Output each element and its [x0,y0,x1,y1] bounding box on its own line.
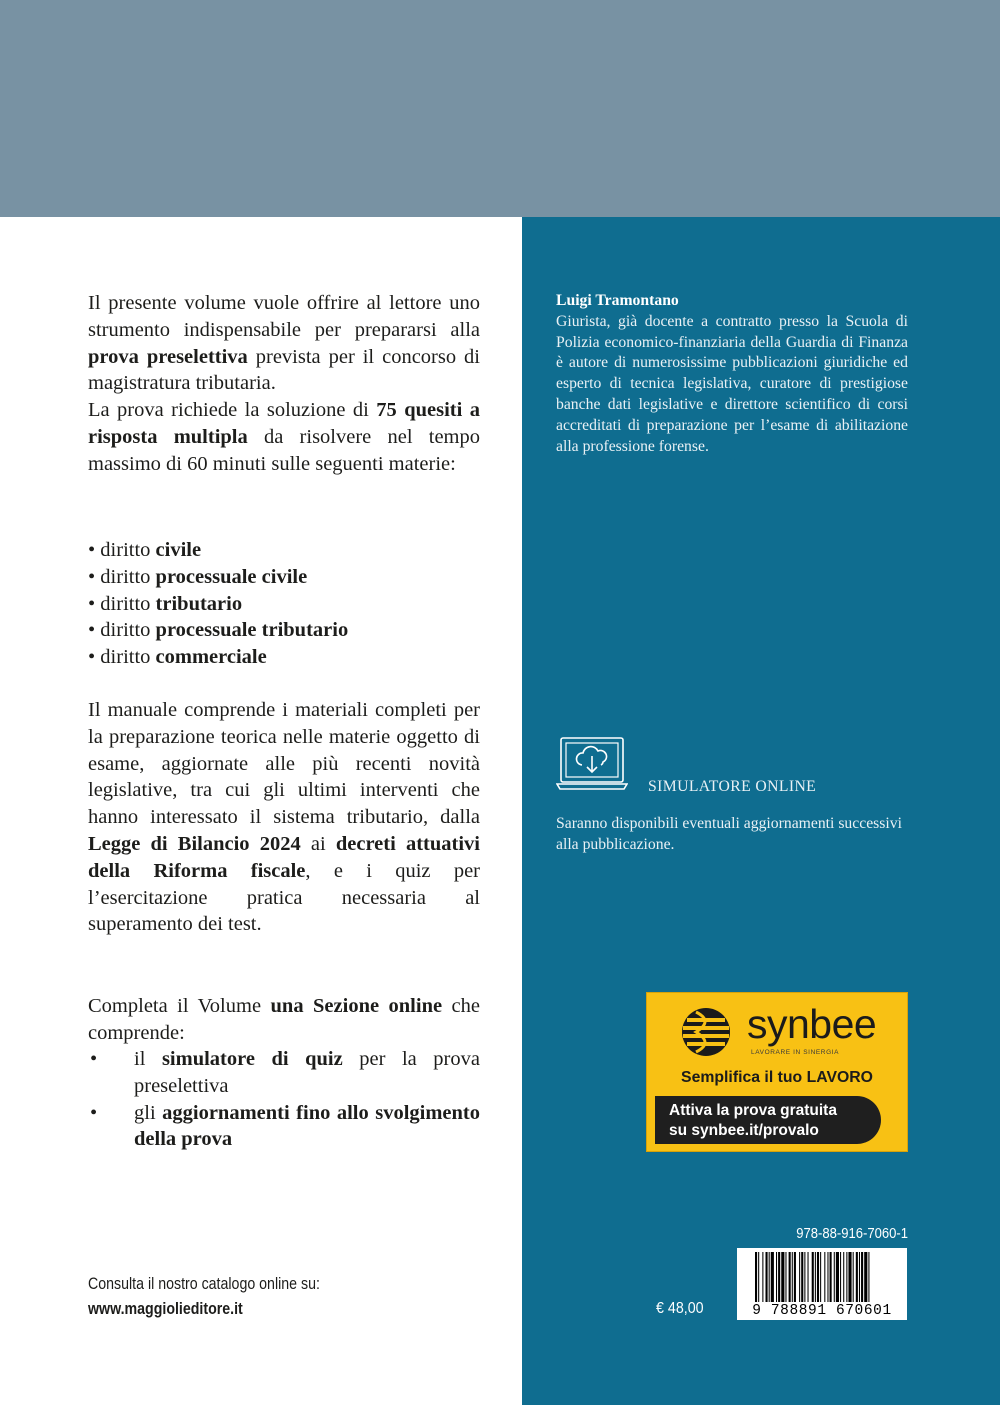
barcode-bar [808,1252,809,1302]
barcode-bar [820,1252,821,1302]
barcode-bar [801,1252,803,1302]
synbee-logo-icon [681,1007,731,1057]
author-bio [556,291,908,457]
subject-item: • diritto commerciale [88,646,267,669]
barcode-bar [766,1252,768,1302]
barcode-bar [836,1252,839,1302]
intro-paragraph-2: La prova richiede la soluzione di 75 quesiti a risposta multipla da risolvere nel tempo massimo di 60 minuti sulle seguenti materie: [88,399,480,475]
barcode-bar [868,1252,869,1302]
barcode-bar [755,1252,757,1302]
barcode-bar [799,1252,800,1302]
isbn: 978-88-916-7060-1 [796,1226,908,1242]
barcode-bar [846,1252,847,1302]
intro-paragraph-1: Il presente volume vuole offrire al lettore uno strumento indispensabile per prepararsi alla prova preselettiva prevista per il concorso di magistratura tributaria. [88,292,480,395]
barcode-bar [817,1252,819,1302]
barcode-bar [778,1252,780,1302]
online-item-simulator: • il simulatore di quiz per la prova preselettiva [90,1048,480,1097]
barcode-bar [815,1252,816,1302]
barcode-bars [737,1248,907,1304]
online-item-updates: • gli aggiornamenti fino allo svolgimento della prova [90,1101,480,1151]
online-section-list [88,1046,480,1153]
barcode-bar [785,1252,786,1302]
top-color-band [0,0,1000,217]
synbee-cta-line2: su synbee.it/provalo [669,1122,819,1139]
barcode-digits: 9 788891 670601 [752,1303,892,1319]
author-bio-text: Giurista, già docente a contratto presso la Scuola di Polizia economico-finanziaria della Guardia di Finanza è autore di numerosissime pubblicazioni giuridiche ed esperto di tecnica legislativa, curatore di prestigiose banche dati legislative e direttore scientifico di corsi accreditati di preparazione per l’esame di abilitazione alla professione forense. [556,312,908,455]
barcode-bar [861,1252,863,1302]
subject-item: • diritto processuale civile [88,565,308,588]
subject-item: • diritto civile [88,539,202,561]
barcode-bar [762,1252,763,1302]
barcode-bar [781,1252,784,1302]
simulator-text: Saranno disponibili eventuali aggiornamenti successivi alla pubblicazione. [556,815,902,853]
barcode-bar [848,1252,851,1302]
barcode-bar [771,1252,774,1302]
barcode-bar [843,1252,844,1302]
subject-item: • diritto tributario [88,592,243,615]
barcode-bar [834,1252,835,1302]
barcode-bar [789,1252,791,1302]
barcode-bar [840,1252,841,1302]
intro-text [88,290,480,478]
synbee-slogan: Semplifica il tuo LAVORO [681,1069,873,1086]
subjects-list [88,537,488,671]
online-section-intro: Completa il Volume una Sezione online che comprende: [88,995,480,1044]
manual-description: Il manuale comprende i materiali completi per la preparazione teorica nelle materie oggetto di esame, aggiornate alle più recenti novità legislative, tra cui gli ultimi interventi che hanno interessato il sistema tributario, dalla Legge di Bilancio 2024 ai decreti attuativi della Riforma fiscale, e i quiz per l’esercitazione pratica necessaria al superamento dei test. [88,699,481,936]
catalog-info [88,1272,320,1322]
barcode-bar [769,1252,770,1302]
subject-item: • diritto processuale tributario [88,619,349,642]
barcode-bar [830,1252,832,1302]
barcode-bar [859,1252,860,1302]
simulator-label: SIMULATORE ONLINE [648,778,817,795]
synbee-cta-line1: Attiva la prova gratuita [669,1102,837,1119]
barcode-bar [864,1252,867,1302]
barcode-bar [812,1252,814,1302]
barcode-bar [856,1252,858,1302]
barcode-bar [794,1252,796,1302]
barcode-bar [827,1252,828,1302]
barcode-bar [804,1252,805,1302]
synbee-ad[interactable] [646,992,908,1152]
barcode-bar [758,1252,759,1302]
barcode-bar [853,1252,854,1302]
barcode-bar [776,1252,777,1302]
author-name: Luigi Tramontano [556,292,679,309]
synbee-brand: synbee [747,1001,877,1047]
barcode-bar [792,1252,793,1302]
barcode-bar [824,1252,825,1302]
price: € 48,00 [656,1300,704,1317]
synbee-tagline: LAVORARE IN SINERGIA [751,1049,840,1056]
catalog-line: Consulta il nostro catalogo online su: [88,1275,320,1293]
barcode [737,1248,907,1320]
synbee-cta-button[interactable] [655,1096,881,1144]
publisher-website-link[interactable]: www.maggiolieditore.it [88,1300,243,1318]
laptop-cloud-download-icon [556,736,628,794]
